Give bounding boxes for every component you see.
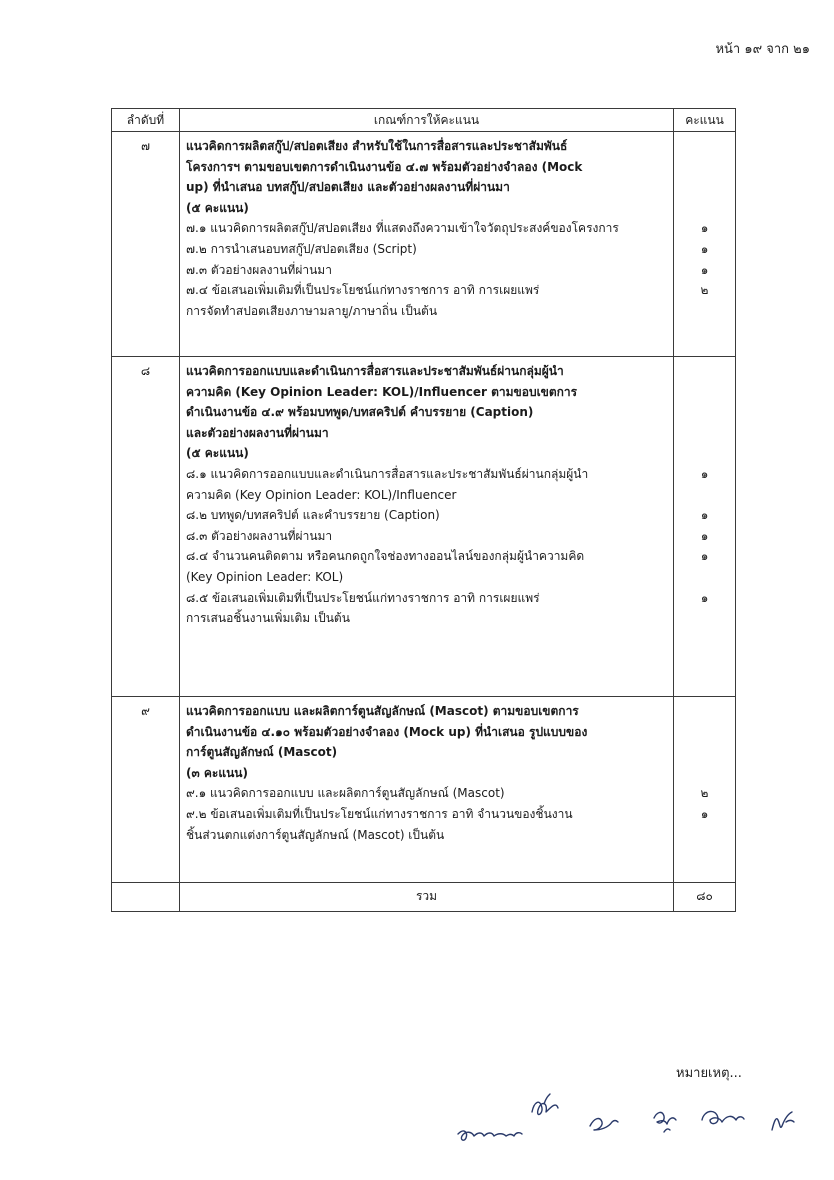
score-cell — [674, 132, 736, 357]
criteria-sub-item: ๘.๒ บทพูด/บทสคริปต์ และคำบรรยาย (Caption) — [186, 508, 440, 523]
criteria-sub-item: ๗.๒ การนำเสนอบทสกู๊ป/สปอตเสียง (Script) — [186, 241, 417, 256]
page-number: หน้า ๑๙ จาก ๒๑ — [715, 42, 810, 57]
criteria-sub-item: ๙.๑ แนวคิดการออกแบบ และผลิตการ์ตูนสัญลักษณ์ (Mascot) — [186, 786, 505, 801]
criteria-cell — [180, 357, 674, 697]
handwritten-signatures-image — [440, 1082, 830, 1162]
score-cell — [674, 357, 736, 697]
criteria-sub-item: ๘.๓ ตัวอย่างผลงานที่ผ่านมา — [186, 528, 333, 543]
column-header-criteria: เกณฑ์การให้คะแนน — [180, 109, 674, 132]
criteria-sub-item: ๘.๑ แนวคิดการออกแบบและดำเนินการสื่อสารและประชาสัมพันธ์ผ่านกลุ่มผู้นำ ความคิด (Key Opinion Leader: KOL)/Influencer — [186, 466, 589, 502]
table-header-row — [112, 109, 736, 132]
criteria-sub-item: ๘.๔ จำนวนคนติดตาม หรือคนกดถูกใจช่องทางออนไลน์ของกลุ่มผู้นำความคิด (Key Opinion Leader: KOL) — [186, 549, 585, 584]
heading-line: ดำเนินงานข้อ ๔.๙ พร้อมบทพูด/บทสคริปต์ คำบรรยาย (Caption) — [186, 405, 534, 420]
total-row — [112, 883, 736, 912]
remark-label: หมายเหตุ... — [676, 1066, 742, 1081]
heading-line: ความคิด (Key Opinion Leader: KOL)/Influencer ตามขอบเขตการ — [186, 384, 578, 399]
heading-line: โครงการฯ ตามขอบเขตการดำเนินงานข้อ ๔.๗ พร้อมตัวอย่างจำลอง (Mock — [186, 159, 583, 174]
sub-score: ๑ — [700, 590, 709, 605]
heading-line: การ์ตูนสัญลักษณ์ (Mascot) — [186, 745, 338, 760]
heading-line: แนวคิดการผลิตสกู๊ป/สปอตเสียง สำหรับใช้ในการสื่อสารและประชาสัมพันธ์ — [186, 139, 568, 153]
column-header-score: คะแนน — [674, 109, 736, 132]
heading-line: (๓ คะแนน) — [186, 765, 248, 780]
sub-score: ๑ — [700, 221, 709, 236]
sub-score: ๑ — [700, 508, 709, 523]
criteria-heading — [186, 361, 667, 464]
sub-score: ๑ — [700, 241, 709, 256]
heading-line: และตัวอย่างผลงานที่ผ่านมา — [186, 425, 329, 440]
table-row — [112, 132, 736, 357]
criteria-heading — [186, 701, 667, 783]
committee-signatures — [440, 1082, 830, 1162]
sub-score: ๒ — [700, 786, 709, 801]
total-empty-cell — [112, 883, 180, 912]
column-header-order: ลำดับที่ — [112, 109, 180, 132]
criteria-sub-item: ๙.๒ ข้อเสนอเพิ่มเติมที่เป็นประโยชน์แก่ทางราชการ อาทิ จำนวนของชิ้นงาน ชิ้นส่วนตกแต่งการ์ตูนสัญลักษณ์ (Mascot) เป็นต้น — [186, 806, 573, 842]
sub-score: ๑ — [700, 262, 709, 277]
total-label: รวม — [180, 883, 674, 912]
scoring-criteria-table — [111, 108, 736, 912]
sub-score: ๒ — [700, 283, 709, 298]
heading-line: ดำเนินงานข้อ ๔.๑๐ พร้อมตัวอย่างจำลอง (Mock up) ที่นำเสนอ รูปแบบของ — [186, 724, 588, 739]
row-number: ๘ — [112, 357, 180, 697]
criteria-sub-item: ๗.๔ ข้อเสนอเพิ่มเติมที่เป็นประโยชน์แก่ทางราชการ อาทิ การเผยแพร่ การจัดทำสปอตเสียงภาษามลายู/ภาษาถิ่น เป็นต้น — [186, 283, 540, 318]
heading-line: แนวคิดการออกแบบ และผลิตการ์ตูนสัญลักษณ์ (Mascot) ตามขอบเขตการ — [186, 704, 579, 718]
row-number: ๗ — [112, 132, 180, 357]
sub-score: ๑ — [700, 549, 709, 564]
heading-line: up) ที่นำเสนอ บทสกู๊ป/สปอตเสียง และตัวอย่างผลงานที่ผ่านมา — [186, 180, 510, 195]
criteria-sub-item: ๗.๓ ตัวอย่างผลงานที่ผ่านมา — [186, 262, 332, 277]
criteria-cell — [180, 132, 674, 357]
score-cell — [674, 697, 736, 883]
row-number: ๙ — [112, 697, 180, 883]
total-score: ๘๐ — [674, 883, 736, 912]
criteria-sub-item: ๘.๕ ข้อเสนอเพิ่มเติมที่เป็นประโยชน์แก่ทางราชการ อาทิ การเผยแพร่ การเสนอชิ้นงานเพิ่มเติม เป็นต้น — [186, 590, 540, 626]
sub-score: ๑ — [700, 806, 709, 821]
criteria-cell — [180, 697, 674, 883]
table-row — [112, 697, 736, 883]
heading-line: แนวคิดการออกแบบและดำเนินการสื่อสารและประชาสัมพันธ์ผ่านกลุ่มผู้นำ — [186, 364, 564, 378]
heading-line: (๕ คะแนน) — [186, 446, 249, 461]
criteria-sub-item: ๗.๑ แนวคิดการผลิตสกู๊ป/สปอตเสียง ที่แสดงถึงความเข้าใจวัตถุประสงค์ของโครงการ — [186, 221, 619, 236]
sub-score: ๑ — [700, 528, 709, 543]
criteria-heading — [186, 136, 667, 218]
sub-score: ๑ — [700, 467, 709, 481]
heading-line: (๕ คะแนน) — [186, 200, 249, 215]
table-row — [112, 357, 736, 697]
